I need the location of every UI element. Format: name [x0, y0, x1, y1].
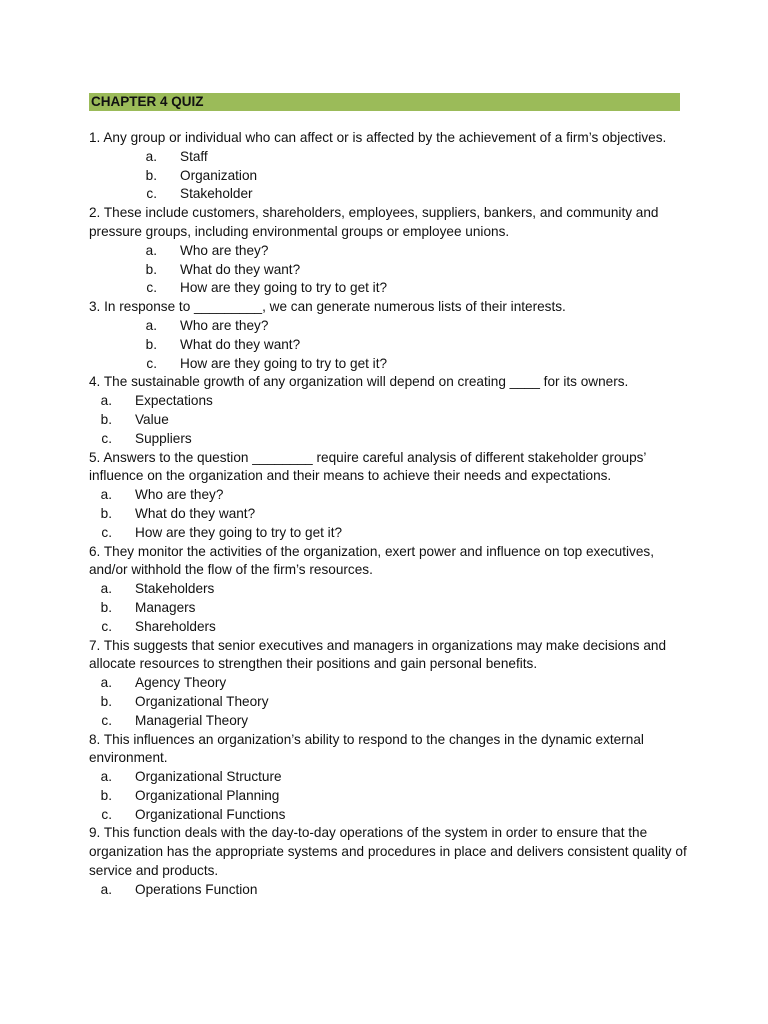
option-a	[89, 881, 689, 900]
option-letter: b.	[100, 411, 112, 427]
option-text: Who are they?	[135, 487, 224, 503]
question-text: 6. They monitor the activities of the organization, exert power and influence on top executives, and/or withhold the flow of the firm’s resources.	[89, 543, 654, 578]
option-b	[89, 505, 689, 524]
option-c	[89, 185, 689, 204]
option-c	[89, 618, 689, 637]
option-text: How are they going to try to get it?	[180, 280, 388, 296]
question-3	[89, 298, 689, 373]
option-text: Organizational Planning	[135, 787, 280, 803]
option-letter: c.	[101, 712, 112, 728]
option-letter: c.	[101, 618, 112, 634]
option-text: What do they want?	[135, 505, 256, 521]
option-list	[89, 148, 689, 204]
option-text: Stakeholders	[135, 581, 215, 597]
question-text: 8. This influences an organization’s ability to respond to the changes in the dynamic external environment.	[89, 731, 644, 766]
option-b	[89, 693, 689, 712]
option-letter: b.	[145, 261, 157, 277]
option-a	[89, 392, 689, 411]
option-letter: a.	[100, 393, 112, 409]
option-list	[89, 486, 689, 542]
option-b	[89, 411, 689, 430]
option-letter: a.	[100, 769, 112, 785]
option-a	[89, 486, 689, 505]
question-8	[89, 731, 689, 825]
option-a	[89, 768, 689, 787]
question-4	[89, 373, 689, 448]
option-list	[89, 242, 689, 298]
option-letter: c.	[146, 280, 157, 296]
quiz-questions	[89, 129, 689, 900]
option-b	[89, 336, 689, 355]
option-letter: b.	[100, 599, 112, 615]
option-letter: b.	[100, 787, 112, 803]
question-9	[89, 824, 689, 899]
option-text: Organizational Theory	[135, 693, 269, 709]
question-text: 3. In response to _________, we can generate numerous lists of their interests.	[89, 299, 566, 315]
option-letter: c.	[101, 806, 112, 822]
question-7	[89, 637, 689, 731]
option-text: Organization	[180, 167, 258, 183]
option-letter: a.	[145, 242, 157, 258]
question-text: 2. These include customers, shareholders, employees, suppliers, bankers, and community and pressure groups, including environmental groups or employee unions.	[89, 205, 659, 239]
option-letter: b.	[100, 693, 112, 709]
option-list	[89, 674, 689, 730]
question-text: 1. Any group or individual who can affect or is affected by the achievement of a firm’s objectives.	[89, 130, 667, 145]
option-b	[89, 261, 689, 280]
option-c	[89, 806, 689, 825]
option-letter: b.	[100, 505, 112, 521]
question-6	[89, 543, 689, 637]
option-text: Managers	[135, 599, 196, 615]
option-letter: c.	[101, 524, 112, 540]
option-letter: a.	[100, 487, 112, 503]
option-text: What do they want?	[180, 261, 301, 277]
option-c	[89, 430, 689, 449]
option-text: Operations Function	[135, 881, 258, 897]
option-list	[89, 317, 689, 373]
option-letter: c.	[146, 355, 157, 371]
option-letter: b.	[145, 167, 157, 183]
option-text: Agency Theory	[135, 675, 227, 691]
option-text: Who are they?	[180, 317, 269, 333]
option-text: Organizational Functions	[135, 806, 286, 822]
option-list	[89, 392, 689, 448]
option-text: Suppliers	[135, 430, 192, 446]
option-c	[89, 355, 689, 374]
question-text: 7. This suggests that senior executives and managers in organizations may make decisions and allocate resources to strengthen their positions and gain personal benefits.	[89, 637, 667, 672]
option-text: Organizational Structure	[135, 769, 282, 785]
option-list	[89, 881, 689, 900]
option-b	[89, 167, 689, 186]
question-5	[89, 449, 689, 543]
option-letter: a.	[145, 148, 157, 164]
option-list	[89, 580, 689, 636]
option-letter: c.	[101, 430, 112, 446]
option-c	[89, 712, 689, 731]
option-a	[89, 674, 689, 693]
option-text: Managerial Theory	[135, 712, 249, 728]
option-a	[89, 317, 689, 336]
option-text: How are they going to try to get it?	[180, 355, 388, 371]
option-text: Value	[135, 411, 169, 427]
option-c	[89, 279, 689, 298]
option-letter: c.	[146, 186, 157, 202]
option-letter: a.	[145, 317, 157, 333]
option-b	[89, 787, 689, 806]
option-text: Staff	[180, 148, 208, 164]
question-text: 9. This function deals with the day-to-day operations of the system in order to ensure that the organization has the appropriate systems and procedures in place and delivers consistent quality of service and products.	[89, 825, 687, 879]
option-text: Who are they?	[180, 242, 269, 258]
option-text: Shareholders	[135, 618, 216, 634]
question-text: 5. Answers to the question ________ require careful analysis of different stakeholder groups’ influence on the organization and their means to achieve their needs and expectations.	[89, 449, 646, 484]
page-title: CHAPTER 4 QUIZ	[91, 94, 204, 109]
option-b	[89, 599, 689, 618]
option-letter: b.	[145, 336, 157, 352]
option-text: Expectations	[135, 393, 213, 409]
option-a	[89, 242, 689, 261]
option-list	[89, 768, 689, 824]
question-text: 4. The sustainable growth of any organization will depend on creating ____ for its owners.	[89, 374, 629, 390]
option-text: Stakeholder	[180, 186, 253, 202]
question-1	[89, 129, 689, 204]
option-letter: a.	[100, 881, 112, 897]
option-c	[89, 524, 689, 543]
title-bar	[89, 93, 680, 111]
option-letter: a.	[100, 675, 112, 691]
option-text: How are they going to try to get it?	[135, 524, 343, 540]
question-2	[89, 204, 689, 298]
option-a	[89, 580, 689, 599]
option-letter: a.	[100, 581, 112, 597]
option-text: What do they want?	[180, 336, 301, 352]
option-a	[89, 148, 689, 167]
